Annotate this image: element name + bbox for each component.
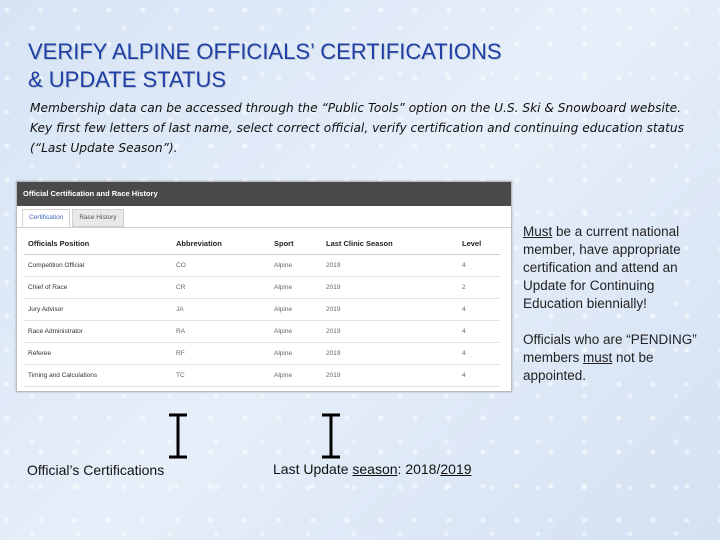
table-cell: 2019	[322, 255, 458, 277]
table-cell: 4	[458, 255, 500, 277]
table-row	[24, 321, 500, 343]
note-requirements-text: be a current national member, have appropriate certification and attend an Update for Continuing Education biennially!	[523, 224, 681, 311]
title-line-1: VERIFY ALPINE OFFICIALS’ CERTIFICATIONS	[28, 39, 502, 64]
tab-certification[interactable]: Certification	[22, 209, 70, 227]
table-header-row	[24, 232, 500, 255]
table-cell: 4	[458, 321, 500, 343]
table-cell: Alpine	[270, 365, 322, 387]
table-cell: Alpine	[270, 343, 322, 365]
label-update-season: season	[352, 461, 398, 477]
col-sport: Sport	[270, 232, 322, 255]
table-cell: 4	[458, 343, 500, 365]
table-cell: Alpine	[270, 321, 322, 343]
label-update-mid: : 2018/	[397, 461, 441, 477]
label-last-update	[273, 461, 472, 477]
table-cell: CO	[172, 255, 270, 277]
label-update-pre: Last Update	[273, 461, 353, 477]
table-cell: RF	[172, 343, 270, 365]
table-cell: 2019	[322, 299, 458, 321]
table-cell: RA	[172, 321, 270, 343]
note-pending-pre: Officials who are “PENDING” members	[523, 332, 697, 365]
col-officials-position: Officials Position	[24, 232, 172, 255]
table-cell: Chief of Race	[24, 277, 172, 299]
table-cell: Race Administrator	[24, 321, 172, 343]
intro-text: Membership data can be accessed through the “Public Tools” option on the U.S. Ski & Snowboard website. Key first few letters of last name, select correct official, verify certification and continuing education status (“Last Update Season”).	[30, 101, 685, 155]
table-cell: Referee	[24, 343, 172, 365]
note-pending-must: must	[583, 350, 613, 365]
col-abbreviation: Abbreviation	[172, 232, 270, 255]
table-cell: Timing and Calculations	[24, 365, 172, 387]
table-cell: 4	[458, 299, 500, 321]
note-requirements	[523, 223, 708, 313]
col-level: Level	[458, 232, 500, 255]
table-cell: 2019	[322, 365, 458, 387]
table-row	[24, 255, 500, 277]
certification-table	[24, 232, 500, 387]
table-cell: JA	[172, 299, 270, 321]
table-cell: Alpine	[270, 255, 322, 277]
table-cell: Alpine	[270, 277, 322, 299]
table-row	[24, 277, 500, 299]
arrow-up-down-icon-2	[321, 412, 341, 460]
tab-race-history[interactable]: Race History	[72, 209, 123, 227]
table-cell: 2	[458, 277, 500, 299]
table-cell: Jury Advisor	[24, 299, 172, 321]
table-cell: Competition Official	[24, 255, 172, 277]
slide-title	[28, 38, 688, 94]
screenshot-tabs	[17, 206, 511, 228]
title-line-2: & UPDATE STATUS	[28, 67, 227, 92]
table-row	[24, 299, 500, 321]
label-certifications: Official’s Certifications	[27, 462, 165, 478]
note-must-emphasis: Must	[523, 224, 553, 239]
table-row	[24, 343, 500, 365]
table-body	[24, 255, 500, 387]
label-update-year: 2019	[440, 461, 472, 477]
table-cell: TC	[172, 365, 270, 387]
table-cell: 2019	[322, 277, 458, 299]
arrow-up-down-icon	[168, 412, 188, 460]
table-cell: CR	[172, 277, 270, 299]
col-last-clinic-season: Last Clinic Season	[322, 232, 458, 255]
certification-screenshot	[16, 181, 512, 392]
table-cell: 2019	[322, 343, 458, 365]
table-cell: 4	[458, 365, 500, 387]
table-cell: 2019	[322, 321, 458, 343]
screenshot-header: Official Certification and Race History	[17, 182, 511, 206]
table-row	[24, 365, 500, 387]
note-pending-post: not be appointed.	[523, 350, 654, 383]
note-pending	[523, 331, 708, 385]
table-cell: Alpine	[270, 299, 322, 321]
